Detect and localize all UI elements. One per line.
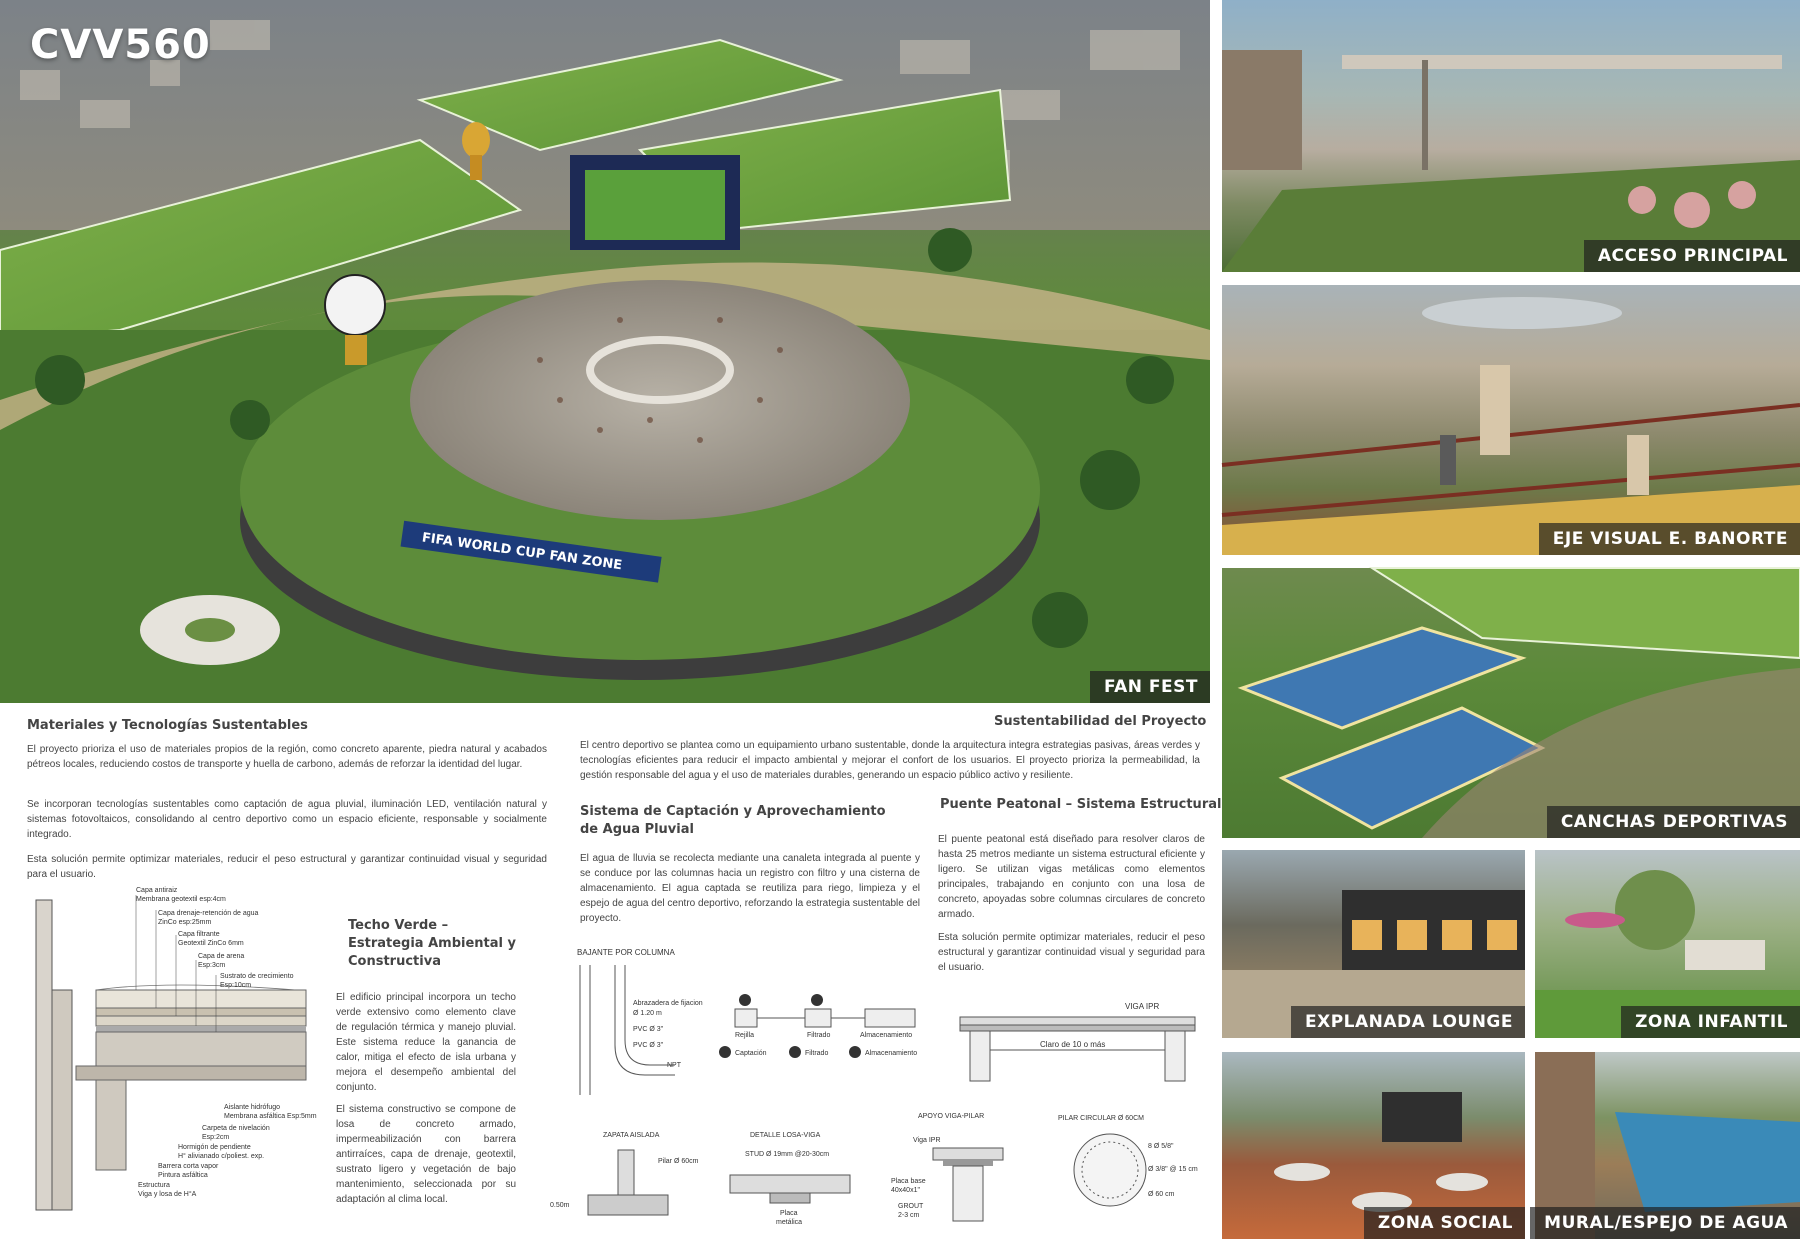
bajante-label-4: PVC Ø 3": [633, 1042, 664, 1049]
image-tag-eje-visual: EJE VISUAL E. BANORTE: [1539, 523, 1800, 555]
techo-title-line-2: Estrategia Ambiental y: [348, 936, 516, 951]
captacion-title: Sistema de Captación y Aprovechamiento de Agua Pluvial: [580, 804, 886, 837]
flow-label-3: Almacenamiento: [860, 1032, 913, 1039]
apoyo-placa: Placa base: [891, 1178, 926, 1185]
techo-paragraph-2: El sistema constructivo se compone de losa de concreto armado, impermeabilización con barrera antirraíces, capa de drenaje, geotextil, sustrato ligero y vegetación de bajo mantenimiento, seleccionada por su adaptación al clima local.: [336, 1104, 516, 1205]
detail-label-15: Hormigón de pendiente: [178, 1144, 251, 1151]
apoyo-viga: Viga IPR: [913, 1137, 941, 1144]
image-tag-zona-infantil: ZONA INFANTIL: [1621, 1006, 1800, 1038]
image-tag-mural-espejo: MURAL/ESPEJO DE AGUA: [1530, 1207, 1800, 1239]
photo-eje-visual: [1222, 285, 1800, 555]
materiales-title: Materiales y Tecnologías Sustentables: [27, 718, 308, 733]
losa-stud: STUD Ø 19mm @20-30cm: [745, 1151, 830, 1158]
puente-paragraph-2: Esta solución permite optimizar materiales, reducir el peso estructural y garantizar continuidad visual y seguridad para el usuario.: [938, 932, 1205, 973]
flow-label-2: Filtrado: [807, 1032, 831, 1039]
step-num-1: 1: [722, 1050, 726, 1057]
viga-ipr-drawing: [950, 995, 1205, 1095]
zapata-title: ZAPATA AISLADA: [603, 1132, 660, 1139]
captacion-paragraph: El agua de lluvia se recolecta mediante una canaleta integrada al puente y se conduce por las columnas hacia un registro con filtro y una cisterna de almacenamiento. El agua captada se reutiliza para riego, limpieza y el espejo de agua del centro deportivo, reforzando la estrategia sustentable del proyecto.: [580, 853, 920, 924]
detail-label-17: Barrera corta vapor: [158, 1163, 219, 1170]
materiales-paragraph-2: Se incorporan tecnologías sustentables como captación de agua pluvial, iluminación LED, ventilación natural y sistemas fotovoltaicos, consolidando al centro deportivo como un espacio eficiente, responsable y socialmente integrado.: [27, 799, 547, 840]
image-tag-fan-fest: FAN FEST: [1090, 671, 1210, 703]
zapata-drawing: [548, 1125, 698, 1225]
techo-verde-section-drawing: [16, 880, 317, 1225]
detail-label-9: Sustrato de crecimiento: [220, 973, 294, 980]
apoyo-title: APOYO VIGA-PILAR: [918, 1113, 985, 1120]
apoyo-grout: GROUT: [898, 1203, 924, 1210]
apoyo-grout-2: 2-3 cm: [898, 1212, 920, 1219]
puente-title: Puente Peatonal – Sistema Estructural: [940, 797, 1222, 812]
bajante-npt: NPT: [667, 1062, 681, 1069]
aerial-render: [0, 0, 1210, 703]
step-num-2: 2: [792, 1050, 796, 1057]
detail-label-1: Capa antiraiz: [136, 887, 178, 894]
viga-claro: Claro de 10 o más: [1040, 1040, 1106, 1049]
detail-label-20: Viga y losa de H°A: [138, 1191, 197, 1198]
detail-label-13: Carpeta de nivelación: [202, 1125, 270, 1132]
materiales-paragraph-1: El proyecto prioriza el uso de materiales propios de la región, como concreto aparente, piedra natural y acabados pétreos locales, reduciendo costos de transporte y huella de carbono, además de reforzar la identidad del lugar.: [27, 744, 547, 770]
bajante-drawing: [555, 945, 935, 1105]
losa-title: DETALLE LOSA-VIGA: [750, 1132, 821, 1139]
techo-paragraph-1: El edificio principal incorpora un techo verde extensivo como elemento clave de regulación térmica y manejo pluvial. Este sistema reduce la ganancia de calor, mitiga el efecto de isla urbana y mejora el desempeño ambiental del conjunto.: [336, 992, 516, 1093]
brand-title: CVV560: [30, 22, 211, 68]
photo-canchas-deportivas: [1222, 568, 1800, 838]
flow-label-1: Rejilla: [735, 1032, 755, 1039]
losa-placa: Placa: [780, 1210, 798, 1217]
sustentabilidad-title: Sustentabilidad del Proyecto: [994, 714, 1207, 729]
detail-label-19: Estructura: [138, 1182, 170, 1189]
techo-title-line-1: Techo Verde –: [348, 918, 449, 933]
apoyo-drawing: [888, 1108, 1018, 1228]
step-label-1: Captación: [735, 1050, 767, 1057]
acceso-principal-render: [1222, 0, 1800, 272]
pilar-label-1: 8 Ø 5/8": [1148, 1143, 1174, 1150]
detail-label-2: Membrana geotextil esp:4cm: [136, 896, 226, 903]
photo-zona-social: [1222, 1052, 1525, 1239]
techo-title-line-3: Constructiva: [348, 954, 441, 969]
photo-mural-espejo: [1535, 1052, 1800, 1239]
pilar-label-3: Ø 60 cm: [1148, 1191, 1175, 1198]
detail-label-10: Esp:10cm: [220, 982, 252, 989]
apoyo-placa-2: 40x40x1": [891, 1187, 920, 1194]
image-tag-canchas-deportivas: CANCHAS DEPORTIVAS: [1547, 806, 1800, 838]
fan-zone-banner: FIFA WORLD CUP FAN ZONE: [420, 530, 623, 574]
detail-label-18: Pintura asfáltica: [158, 1172, 208, 1179]
image-tag-acceso-principal: ACCESO PRINCIPAL: [1584, 240, 1800, 272]
pilar-title: PILAR CIRCULAR Ø 60CM: [1058, 1115, 1144, 1122]
image-tag-explanada-lounge: EXPLANADA LOUNGE: [1291, 1006, 1525, 1038]
detail-label-6: Geotextil ZinCo 6mm: [178, 940, 244, 947]
detail-label-16: H° alivianado c/poliest. exp.: [178, 1153, 265, 1160]
detail-label-14: Esp:2cm: [202, 1134, 230, 1141]
hero-aerial-image: [0, 0, 1210, 703]
pilar-label-2: Ø 3/8" @ 15 cm: [1148, 1166, 1198, 1173]
step-label-2: Filtrado: [805, 1050, 829, 1057]
sustentabilidad-paragraph: El centro deportivo se plantea como un equipamiento urbano sustentable, donde la arquitectura integra estrategias pasivas, áreas verdes y tecnologías eficientes para reducir el impacto ambiental y mejorar el confort de los usuarios. El proyecto prioriza la permeabilidad, la gestión responsable del agua y el uso de materiales durables, generando un espacio público activo y resiliente.: [580, 740, 1200, 781]
pilar-circular-drawing: [1055, 1108, 1215, 1228]
losa-viga-drawing: [720, 1125, 860, 1225]
flow-num-2: 2: [814, 998, 818, 1005]
detail-label-8: Esp:3cm: [198, 962, 226, 969]
step-label-3: Almacenamiento: [865, 1050, 918, 1057]
detail-label-4: ZinCo esp:25mm: [158, 919, 212, 926]
detail-label-3: Capa drenaje-retención de agua: [158, 910, 259, 917]
step-num-3: 3: [852, 1050, 856, 1057]
detail-label-7: Capa de arena: [198, 953, 245, 960]
bajante-title: BAJANTE POR COLUMNA: [577, 948, 675, 957]
detail-label-5: Capa filtrante: [178, 931, 220, 938]
bajante-label-2: Ø 1.20 m: [633, 1010, 662, 1017]
zapata-pilar: Pilar Ø 60cm: [658, 1158, 699, 1165]
puente-paragraph-1: El puente peatonal está diseñado para resolver claros de hasta 25 metros mediante un sistema estructural eficiente y ligero. Se utilizan vigas metálicas como elementos principales, trabajando en conjunto con una losa de concreto, apoyadas sobre columnas circulares de concreto armado.: [938, 834, 1205, 920]
viga-title: VIGA IPR: [1125, 1002, 1160, 1011]
zapata-h: 0.50m: [550, 1202, 570, 1209]
image-tag-zona-social: ZONA SOCIAL: [1364, 1207, 1525, 1239]
eje-visual-render: [1222, 285, 1800, 555]
detail-label-12: Membrana asfáltica Esp:5mm: [224, 1113, 317, 1120]
materiales-paragraph-3: Esta solución permite optimizar materiales, reducir el peso estructural y garantizar continuidad visual y seguridad para el usuario.: [27, 854, 547, 880]
photo-explanada-lounge: [1222, 850, 1525, 1038]
bajante-label-1: Abrazadera de fijacion: [633, 1000, 703, 1007]
photo-acceso-principal: [1222, 0, 1800, 272]
bajante-label-3: PVC Ø 3": [633, 1026, 664, 1033]
losa-placa-2: metálica: [776, 1219, 803, 1226]
canchas-render: [1222, 568, 1800, 838]
techo-title: [348, 917, 516, 971]
detail-label-11: Aislante hidrófugo: [224, 1104, 281, 1111]
photo-zona-infantil: [1535, 850, 1800, 1038]
flow-num-1: 1: [742, 998, 746, 1005]
